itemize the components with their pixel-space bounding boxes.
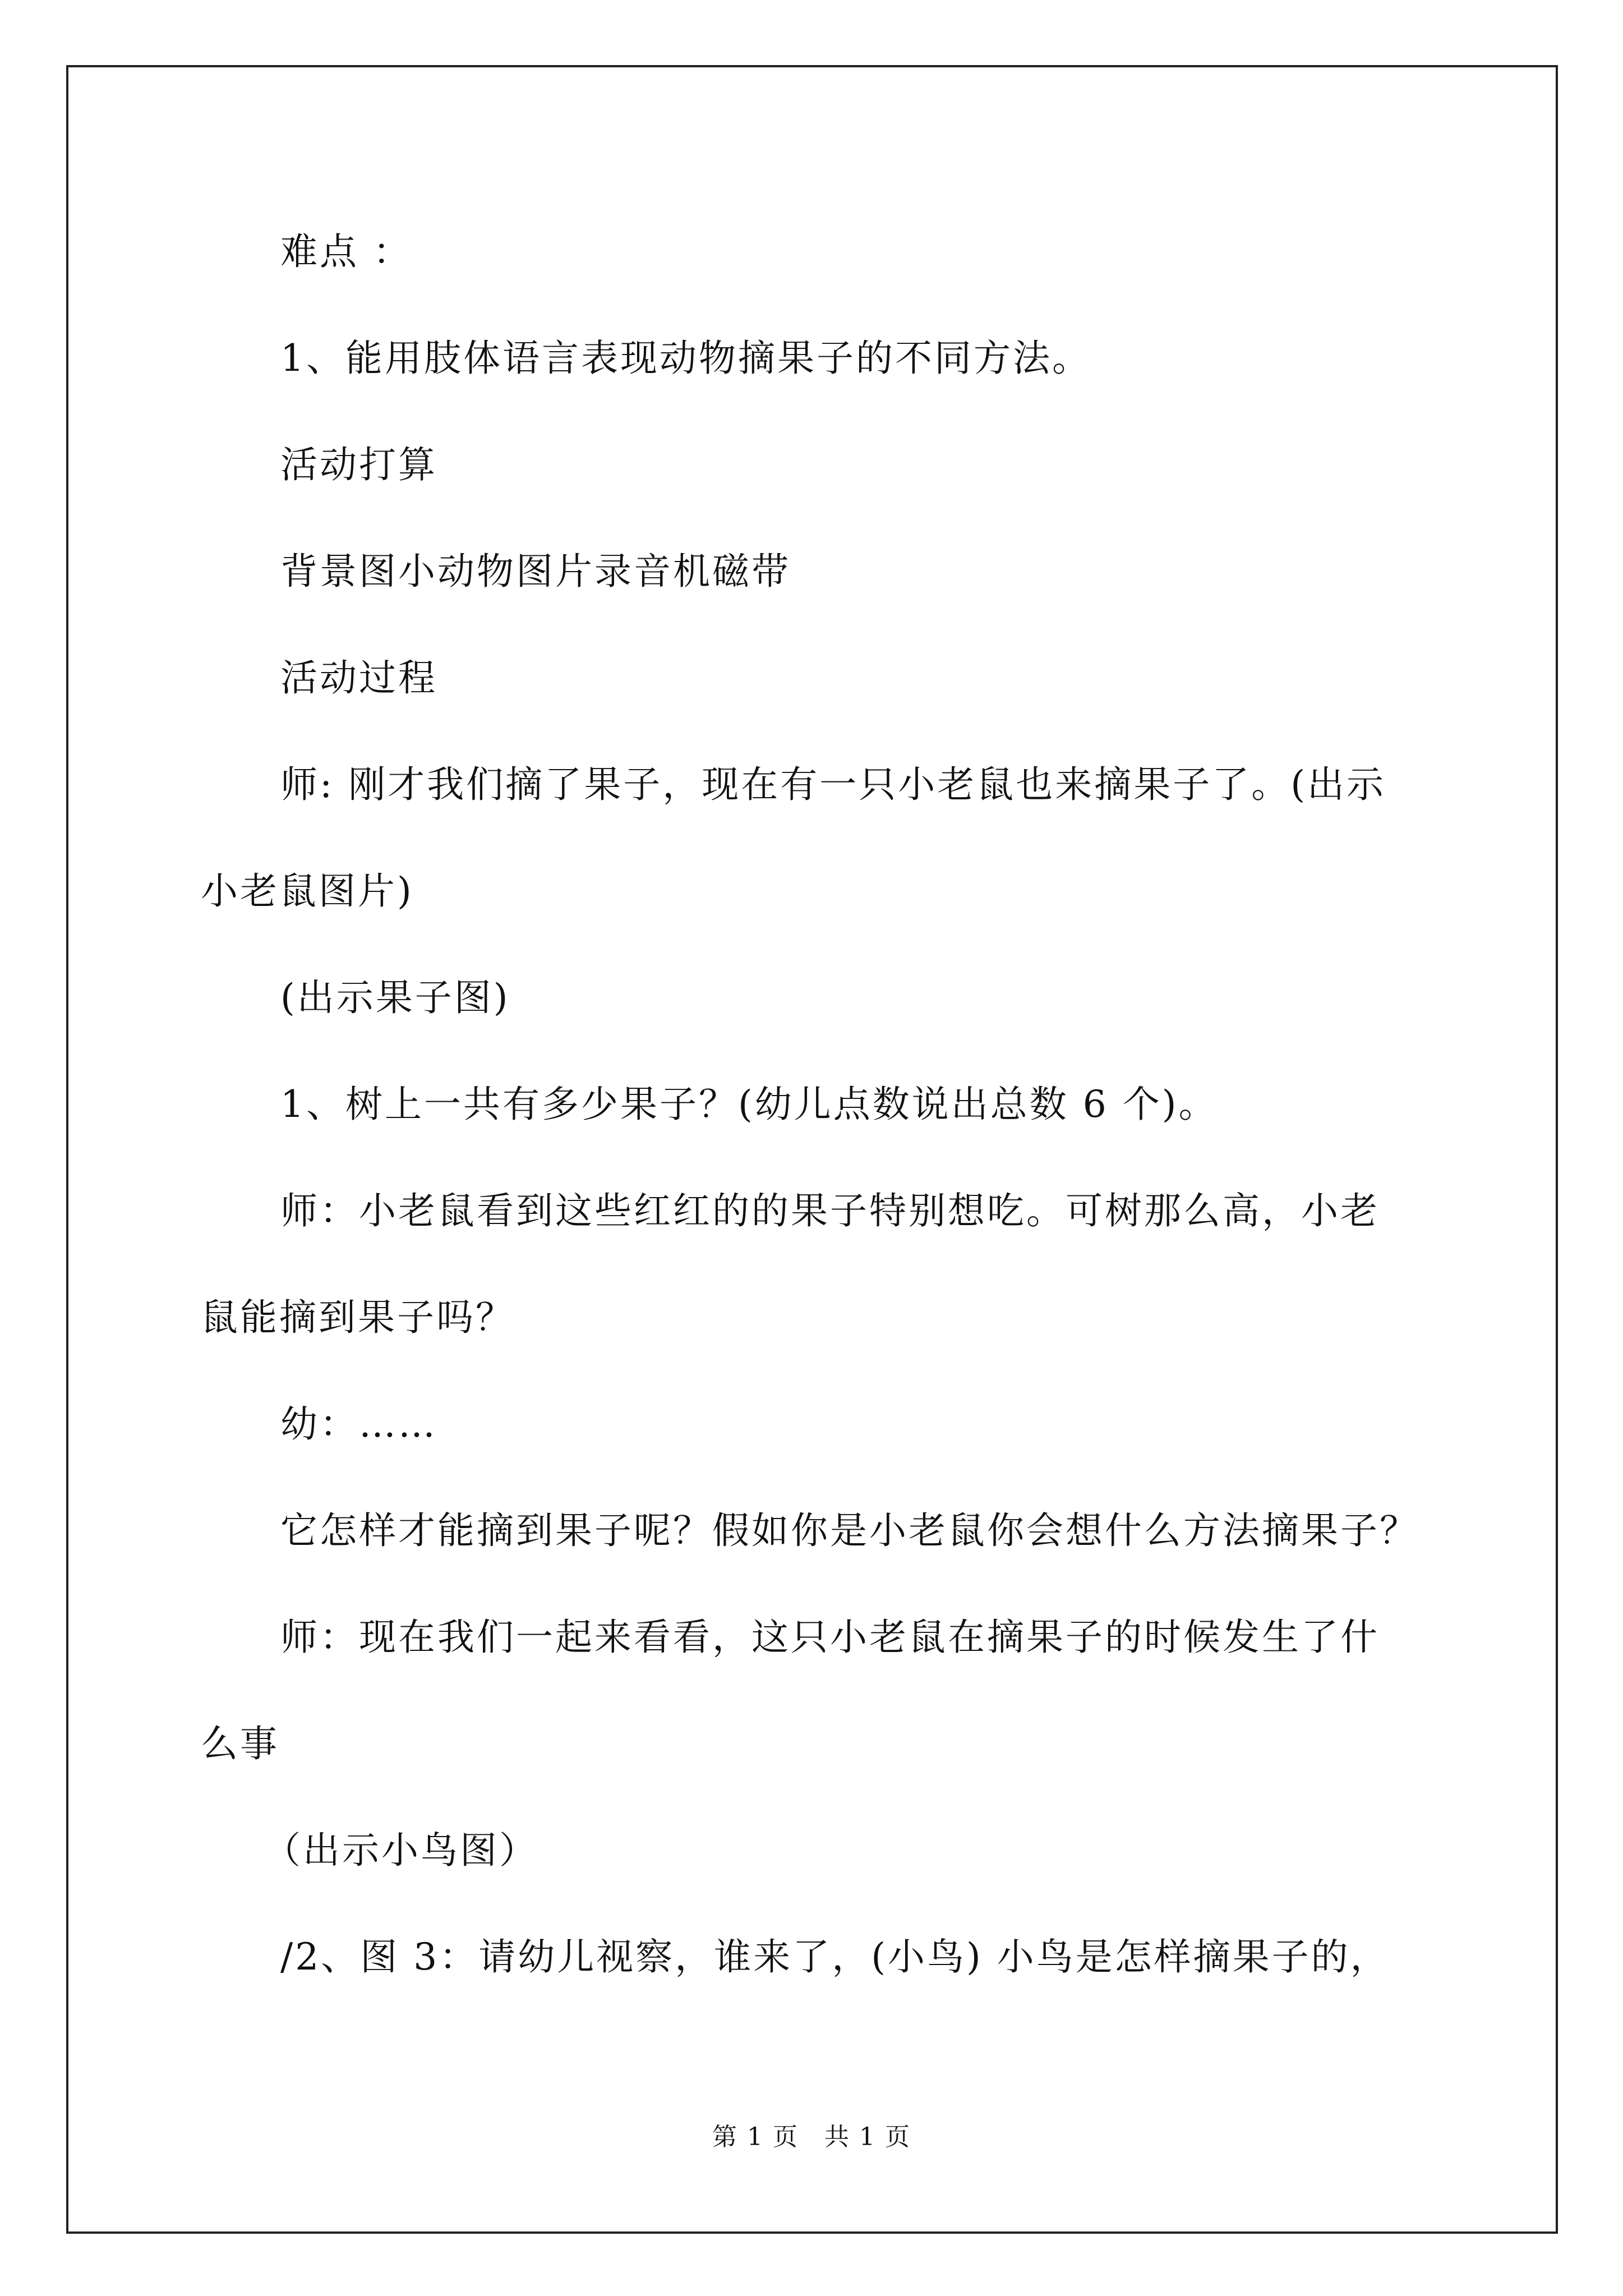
paragraph-question-1: 1、树上一共有多少果子？(幼儿点数说出总数 6 个)。: [280, 1083, 1218, 1126]
page-footer: 第 1 页 共 1 页: [712, 2123, 911, 2151]
paragraph-activity-preparation: 活动打算: [280, 443, 437, 486]
page-border: [66, 65, 1558, 2234]
paragraph-teacher-2-line-2: 鼠能摘到果子吗？: [201, 1296, 515, 1339]
paragraph-materials: 背景图小动物图片录音机磁带: [280, 550, 791, 593]
paragraph-teacher-3-line-1: 师：现在我们一起来看看，这只小老鼠在摘果子的时候发生了什: [280, 1616, 1380, 1659]
paragraph-show-bird-picture: （出示小鸟图）: [264, 1829, 538, 1872]
paragraph-teacher-2-line-1: 师：小老鼠看到这些红红的的果子特别想吃。可树那么高，小老: [280, 1189, 1380, 1232]
paragraph-teacher-3-line-2: 么事: [201, 1722, 279, 1765]
paragraph-question-2: 它怎样才能摘到果子呢？假如你是小老鼠你会想什么方法摘果子？: [280, 1509, 1419, 1552]
paragraph-difficulty-heading: 难点 ：: [280, 230, 412, 273]
paragraph-activity-process: 活动过程: [280, 656, 437, 700]
paragraph-picture-3: /2、图 3：请幼儿视察，谁来了，(小鸟) 小鸟是怎样摘果子的，: [280, 1935, 1390, 1978]
paragraph-show-fruit-picture: (出示果子图): [280, 976, 510, 1019]
paragraph-difficulty-1: 1、能用肢体语言表现动物摘果子的不同方法。: [280, 337, 1091, 380]
paragraph-teacher-1-line-1: 师: 刚才我们摘了果子，现在有一只小老鼠也来摘果子了。(出示: [280, 763, 1386, 806]
paragraph-teacher-1-line-2: 小老鼠图片): [201, 869, 414, 913]
paragraph-child-response: 幼：……: [280, 1402, 437, 1446]
